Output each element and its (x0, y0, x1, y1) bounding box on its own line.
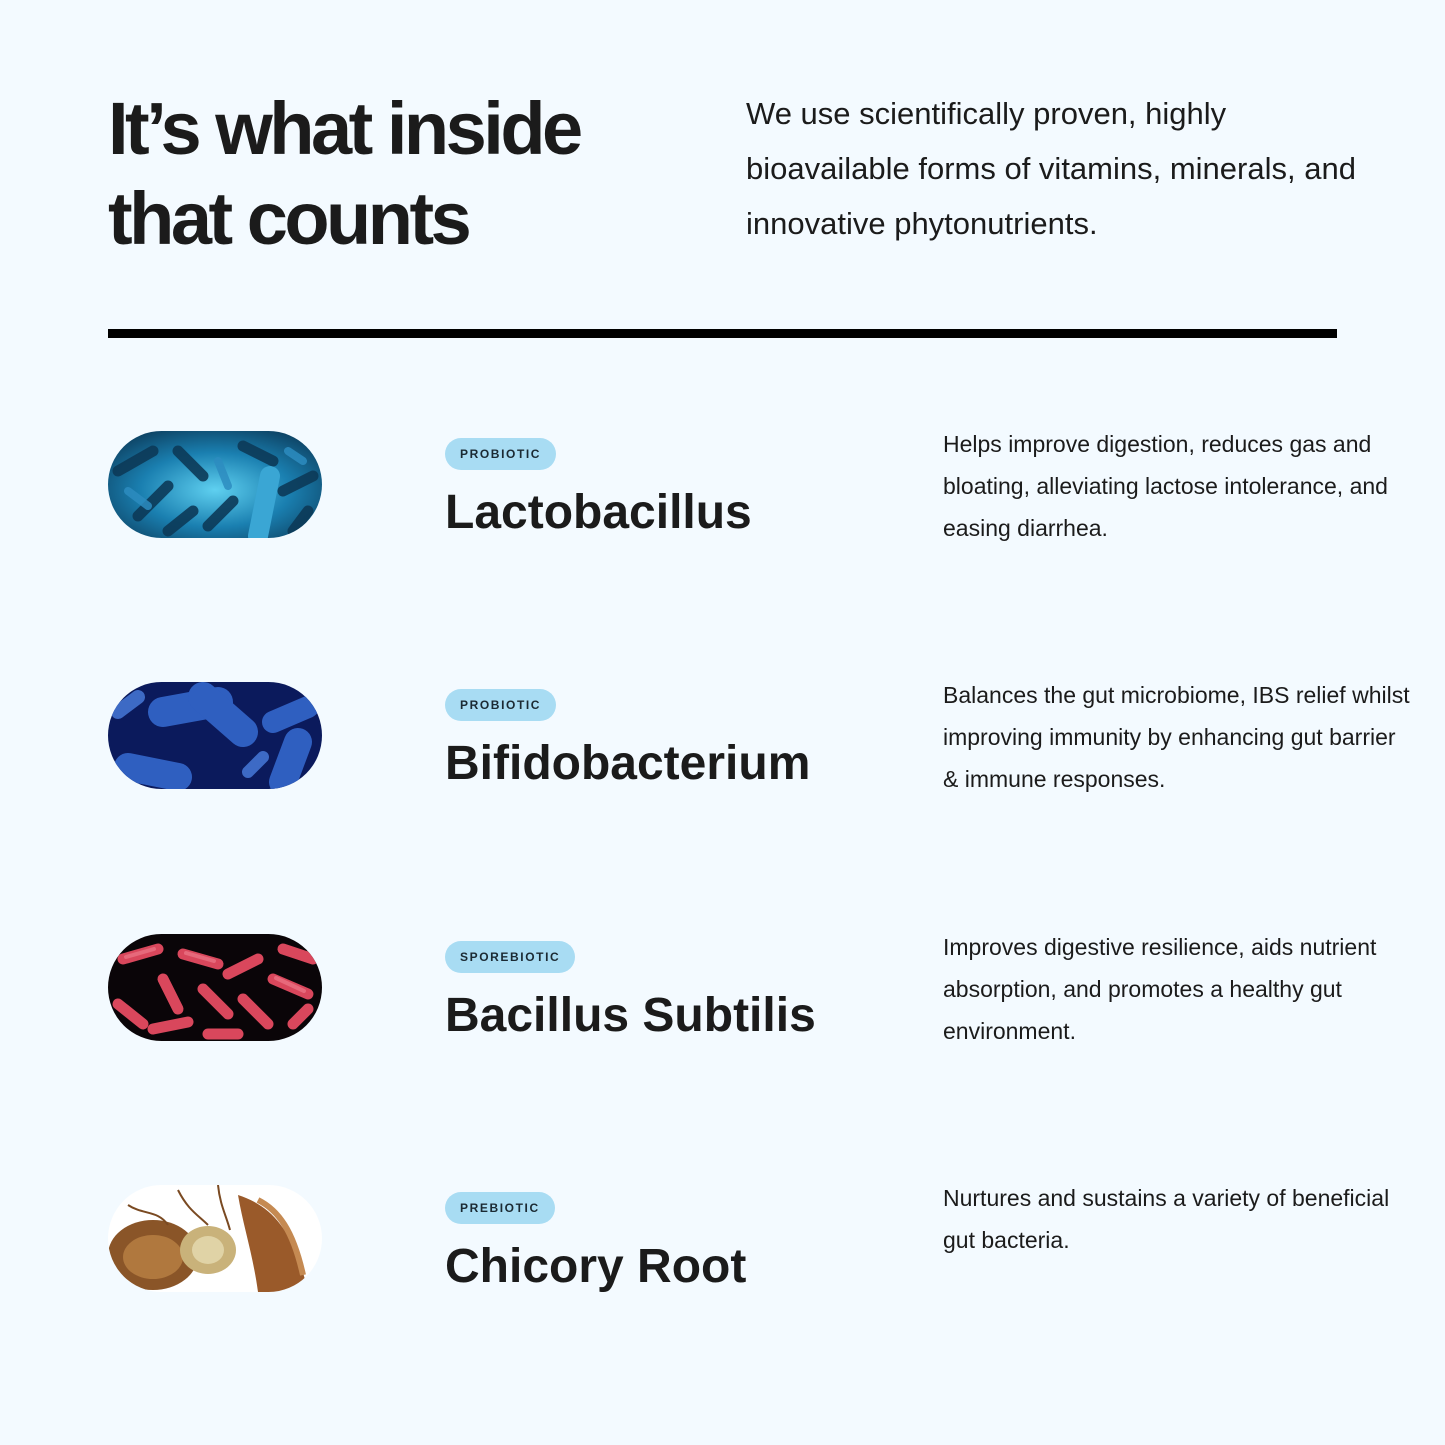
ingredient-name: Lactobacillus (445, 486, 752, 539)
ingredient-description: Helps improve digestion, reduces gas and bloating, alleviating lactose intolerance, and easing diarrhea. (943, 431, 1388, 541)
ingredient-name: Bifidobacterium (445, 737, 811, 790)
section-headline (108, 84, 668, 264)
category-badge: SPOREBIOTIC (445, 941, 575, 973)
headline-line-1: It’s what inside (108, 87, 580, 170)
chicory-root-image (108, 1185, 322, 1292)
ingredient-row-lactobacillus (0, 431, 1445, 631)
ingredient-description: Improves digestive resilience, aids nutrient absorption, and promotes a healthy gut environment. (943, 934, 1377, 1044)
category-badge: PROBIOTIC (445, 689, 556, 721)
category-badge: PREBIOTIC (445, 1192, 555, 1224)
headline-line-2: that counts (108, 177, 469, 260)
ingredient-name: Chicory Root (445, 1240, 747, 1293)
ingredient-name: Bacillus Subtilis (445, 989, 816, 1042)
lactobacillus-image (108, 431, 322, 538)
intro-text: We use scientifically proven, highly bioavailable forms of vitamins, minerals, and innovative phytonutrients. (746, 96, 1356, 241)
ingredient-description: Balances the gut microbiome, IBS relief whilst improving immunity by enhancing gut barrier & immune responses. (943, 682, 1410, 792)
category-badge: PROBIOTIC (445, 438, 556, 470)
ingredient-row-bifidobacterium (0, 682, 1445, 882)
bifidobacterium-image (108, 682, 322, 789)
ingredient-row-chicory-root (0, 1185, 1445, 1385)
ingredient-description: Nurtures and sustains a variety of beneficial gut bacteria. (943, 1185, 1390, 1253)
section-divider (108, 329, 1337, 338)
ingredient-row-bacillus-subtilis (0, 934, 1445, 1134)
bacillus-subtilis-image (108, 934, 322, 1041)
